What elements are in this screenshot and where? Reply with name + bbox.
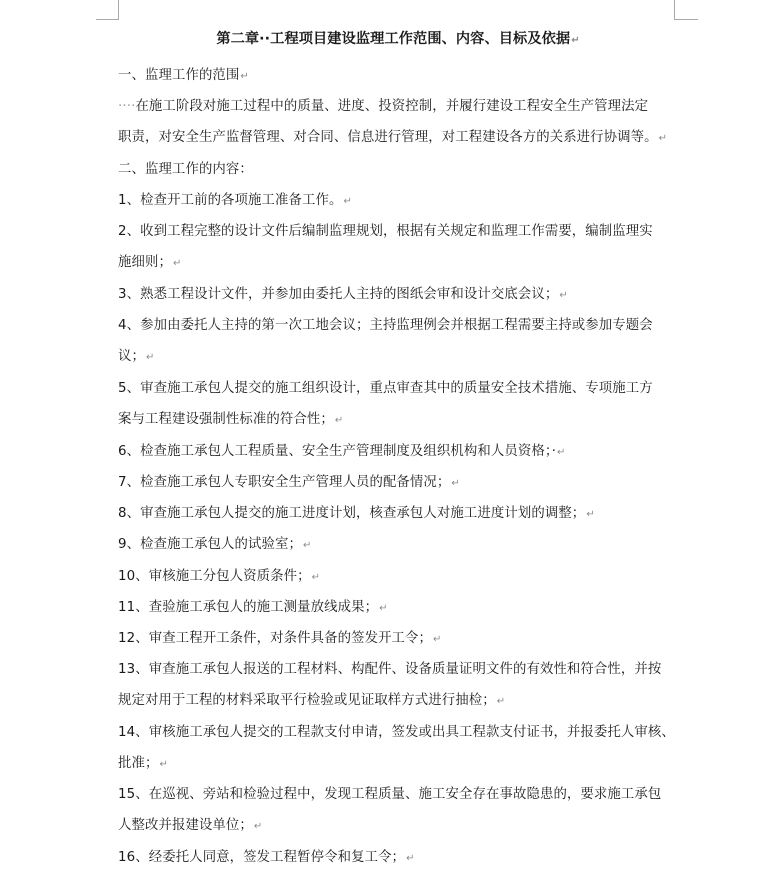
list-item: 规定对用于工程的材料采取平行检验或见证取样方式进行抽检；↵ xyxy=(118,693,506,708)
list-item: 14、审核施工承包人提交的工程款支付申请，签发或出具工程款支付证书，并报委托人审核、 xyxy=(118,725,675,740)
section-heading: 二、监理工作的内容： xyxy=(118,162,253,177)
list-item: 16、经委托人同意，签发工程暂停令和复工令；↵ xyxy=(118,850,415,865)
list-item: 人整改并报建设单位；↵ xyxy=(118,818,263,833)
list-item: 案与工程建设强制性标准的符合性；↵ xyxy=(118,412,344,427)
crop-mark-top-right xyxy=(674,0,675,20)
list-item: 10、审核施工分包人资质条件；↵ xyxy=(118,569,321,584)
list-item: 4、参加由委托人主持的第一次工地会议；主持监理例会并根据工程需要主持或参加专题会 xyxy=(118,318,653,333)
list-item: 13、审查施工承包人报送的工程材料、构配件、设备质量证明文件的有效性和符合性，并按 xyxy=(118,662,662,677)
list-item: 12、审查工程开工条件，对条件具备的签发开工令；↵ xyxy=(118,631,442,646)
list-item: 2、收到工程完整的设计文件后编制监理规划，根据有关规定和监理工作需要，编制监理实 xyxy=(118,224,653,239)
list-item: 11、查验施工承包人的施工测量放线成果；↵ xyxy=(118,600,388,615)
list-item: 施细则；↵ xyxy=(118,255,182,270)
list-item: 9、检查施工承包人的试验室；↵ xyxy=(118,537,312,552)
crop-mark-top-left xyxy=(96,19,119,20)
scope-paragraph: ····在施工阶段对施工过程中的质量、进度、投资控制，并履行建设工程安全生产管理法定 xyxy=(118,99,649,114)
list-item: 3、熟悉工程设计文件，并参加由委托人主持的图纸会审和设计交底会议；↵ xyxy=(118,287,568,302)
chapter-title: 第二章··工程项目建设监理工作范围、内容、目标及依据↵ xyxy=(216,31,580,47)
list-item: 1、检查开工前的各项施工准备工作。↵ xyxy=(118,193,352,208)
crop-mark-top-left xyxy=(118,0,119,20)
list-item: 8、审查施工承包人提交的施工进度计划，核查承包人对施工进度计划的调整；↵ xyxy=(118,506,595,521)
list-item: 批准；↵ xyxy=(118,756,168,771)
scope-paragraph: 职责，对安全生产监督管理、对合同、信息进行管理，对工程建设各方的关系进行协调等。↵ xyxy=(118,130,668,145)
list-item: 5、审查施工承包人提交的施工组织设计，重点审查其中的质量安全技术措施、专项施工方 xyxy=(118,381,653,396)
list-item: 15、在巡视、旁站和检验过程中，发现工程质量、施工安全存在事故隐患的，要求施工承包 xyxy=(118,787,662,802)
list-item: 7、检查施工承包人专职安全生产管理人员的配备情况；↵ xyxy=(118,475,460,490)
crop-mark-top-right xyxy=(674,19,698,20)
list-item: 6、检查施工承包人工程质量、安全生产管理制度及组织机构和人员资格；·↵ xyxy=(118,444,566,459)
list-item: 议；↵ xyxy=(118,349,155,364)
section-heading: 一、监理工作的范围↵ xyxy=(118,68,249,83)
